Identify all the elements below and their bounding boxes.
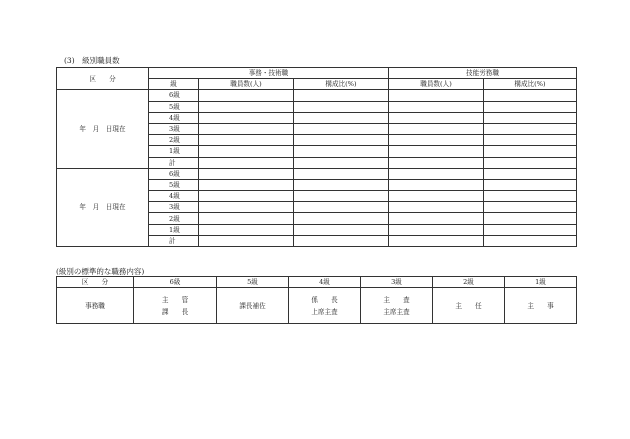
empty-cell	[484, 157, 577, 168]
empty-cell	[389, 101, 484, 112]
empty-cell	[199, 101, 294, 112]
empty-cell	[199, 123, 294, 134]
grade-label: 1級	[149, 224, 199, 235]
duty-title: 係 長	[311, 295, 338, 304]
empty-cell	[484, 168, 577, 179]
group-header-jimu: 事務・技術職	[149, 68, 389, 79]
duties-table	[56, 276, 577, 324]
empty-cell	[389, 157, 484, 168]
empty-cell	[389, 191, 484, 202]
date-label: 年 月 日現在	[57, 90, 149, 168]
empty-cell	[199, 146, 294, 157]
empty-cell	[199, 90, 294, 101]
grade-label: 4級	[149, 112, 199, 123]
empty-cell	[294, 101, 389, 112]
empty-cell	[294, 157, 389, 168]
grade-label: 計	[149, 157, 199, 168]
empty-cell	[389, 235, 484, 246]
grade-label: 6級	[149, 168, 199, 179]
empty-cell	[199, 135, 294, 146]
grade-header-1: 1級	[505, 277, 577, 288]
row-label: 事務職	[57, 288, 134, 324]
empty-cell	[294, 146, 389, 157]
empty-cell	[389, 135, 484, 146]
duty-title: 主 査	[383, 295, 410, 304]
empty-cell	[484, 90, 577, 101]
grade-label: 2級	[149, 213, 199, 224]
grade-label: 3級	[149, 123, 199, 134]
empty-cell	[199, 179, 294, 190]
grade-label: 計	[149, 235, 199, 246]
duty-cell	[217, 288, 289, 324]
grade-label: 2級	[149, 135, 199, 146]
empty-cell	[294, 90, 389, 101]
subtitle: (級別の標準的な職務内容)	[56, 267, 145, 276]
kubun-header: 区 分	[57, 277, 134, 288]
empty-cell	[294, 224, 389, 235]
empty-cell	[199, 191, 294, 202]
empty-cell	[389, 146, 484, 157]
empty-cell	[294, 123, 389, 134]
empty-cell	[294, 112, 389, 123]
empty-cell	[484, 191, 577, 202]
empty-cell	[484, 202, 577, 213]
duty-title: 主 管	[161, 295, 189, 304]
empty-cell	[389, 179, 484, 190]
grade-label: 5級	[149, 101, 199, 112]
grade-row	[57, 90, 577, 101]
col-header-staff-count: 職員数(人)	[199, 79, 294, 90]
empty-cell	[484, 135, 577, 146]
empty-cell	[484, 213, 577, 224]
empty-cell	[294, 168, 389, 179]
col-header-staff-count: 職員数(人)	[389, 79, 484, 90]
empty-cell	[484, 235, 577, 246]
grade-label: 3級	[149, 202, 199, 213]
kubun-header: 区 分	[57, 68, 149, 90]
empty-cell	[294, 179, 389, 190]
duty-title: 主 事	[527, 301, 554, 310]
grade-label: 5級	[149, 179, 199, 190]
empty-cell	[294, 135, 389, 146]
col-header-ratio: 構成比(%)	[484, 79, 577, 90]
empty-cell	[199, 224, 294, 235]
staff-by-grade-table	[56, 67, 577, 247]
section-title: (3) 級別職員数	[64, 56, 120, 65]
grade-header-5: 5級	[217, 277, 289, 288]
empty-cell	[389, 213, 484, 224]
grade-header: 級	[149, 79, 199, 90]
empty-cell	[199, 112, 294, 123]
empty-cell	[294, 235, 389, 246]
empty-cell	[389, 168, 484, 179]
empty-cell	[199, 202, 294, 213]
duty-title: 課 長	[161, 307, 189, 316]
empty-cell	[484, 101, 577, 112]
duty-title: 上席主査	[311, 307, 338, 316]
duty-title: 主 任	[455, 301, 482, 310]
empty-cell	[389, 202, 484, 213]
grade-label: 4級	[149, 191, 199, 202]
empty-cell	[484, 179, 577, 190]
grade-label: 1級	[149, 146, 199, 157]
date-label: 年 月 日現在	[57, 168, 149, 246]
duty-title: 主席主査	[383, 307, 410, 316]
grade-label: 6級	[149, 90, 199, 101]
duty-cell	[134, 288, 217, 324]
grade-header-4: 4級	[289, 277, 361, 288]
empty-cell	[484, 146, 577, 157]
empty-cell	[484, 224, 577, 235]
empty-cell	[199, 168, 294, 179]
empty-cell	[389, 112, 484, 123]
empty-cell	[389, 224, 484, 235]
empty-cell	[199, 213, 294, 224]
empty-cell	[389, 123, 484, 134]
empty-cell	[294, 213, 389, 224]
duty-cell	[361, 288, 433, 324]
col-header-ratio: 構成比(%)	[294, 79, 389, 90]
empty-cell	[389, 90, 484, 101]
grade-header-2: 2級	[433, 277, 505, 288]
empty-cell	[294, 202, 389, 213]
duty-cell	[505, 288, 577, 324]
grade-header-3: 3級	[361, 277, 433, 288]
duty-cell	[289, 288, 361, 324]
duty-cell	[433, 288, 505, 324]
empty-cell	[199, 157, 294, 168]
empty-cell	[484, 123, 577, 134]
grade-row	[57, 168, 577, 179]
grade-header-6: 6級	[134, 277, 217, 288]
duty-title: 課長補佐	[239, 301, 266, 310]
group-header-ginou: 技能労務職	[389, 68, 577, 79]
empty-cell	[294, 191, 389, 202]
empty-cell	[484, 112, 577, 123]
empty-cell	[199, 235, 294, 246]
